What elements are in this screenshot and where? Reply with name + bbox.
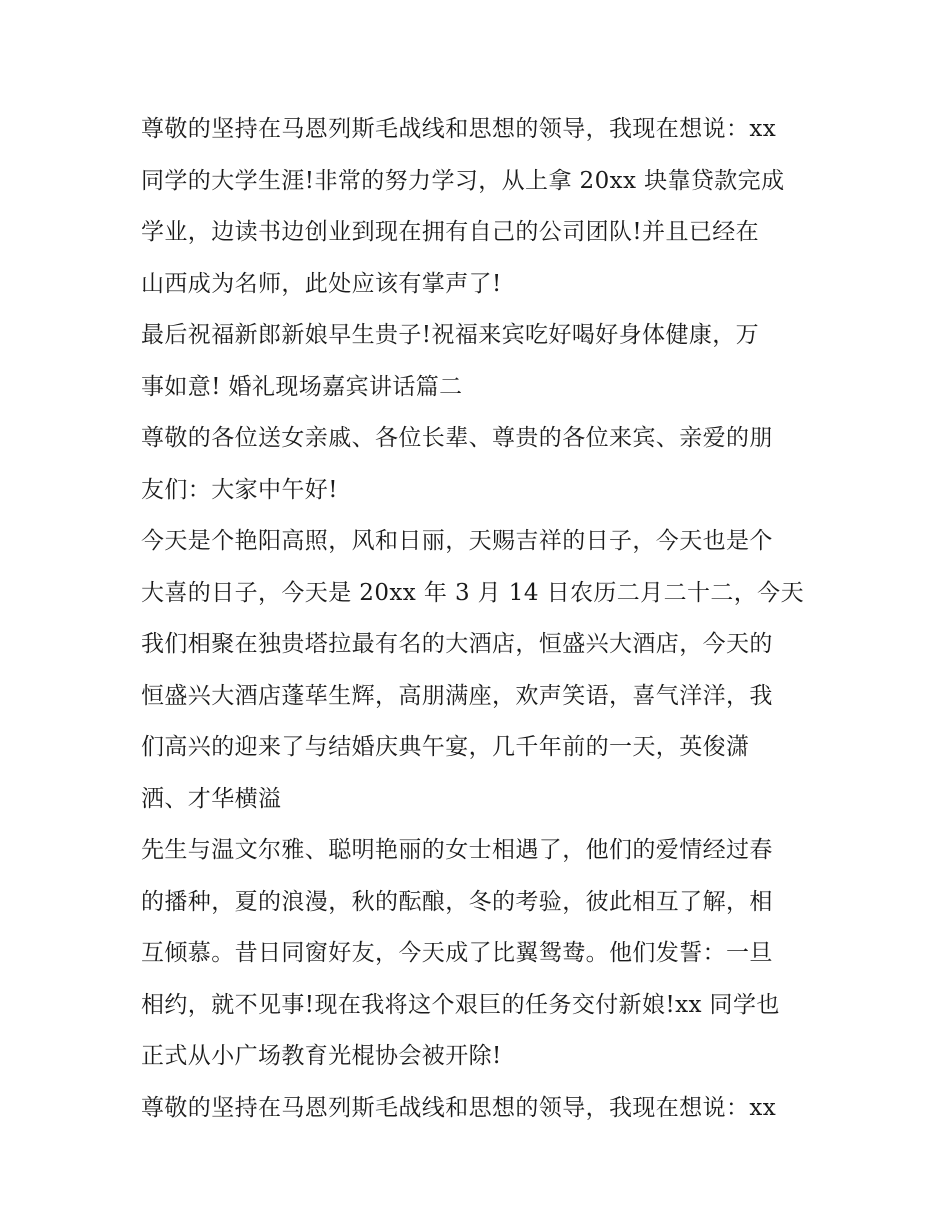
text-line: 正式从小广场教育光棍协会被开除! [141, 1043, 502, 1069]
text-line: 相约，就不见事!现在我将这个艰巨的任务交付新娘!xx 同学也 [141, 991, 780, 1018]
text-line: 同学的大学生涯!非常的努力学习，从上拿 20xx 块靠贷款完成 [141, 167, 785, 194]
text-line: 互倾慕。昔日同窗好友，今天成了比翼鸳鸯。他们发誓：一旦 [141, 940, 773, 966]
text-line: 事如意! 婚礼现场嘉宾讲话篇二 [141, 373, 463, 400]
text-line: 洒、才华横溢 [141, 785, 282, 812]
text-line: 今天是个艳阳高照，风和日丽，天赐吉祥的日子，今天也是个 [141, 528, 773, 554]
text-line: 山西成为名师，此处应该有掌声了! [141, 270, 502, 297]
body-text [141, 104, 821, 1134]
text-line: 尊敬的坚持在马恩列斯毛战线和思想的领导，我现在想说：xx [141, 116, 777, 142]
text-line: 友们：大家中午好! [141, 476, 338, 503]
text-line: 大喜的日子，今天是 20xx 年 3 月 14 日农历二月二十二，今天 [141, 579, 804, 606]
text-line: 们高兴的迎来了与结婚庆典午宴，几千年前的一天，英俊潇 [141, 734, 750, 760]
text-line: 的播种，夏的浪漫，秋的酝酿，冬的考验，彼此相互了解，相 [141, 888, 773, 915]
text-line: 恒盛兴大酒店蓬荜生辉，高朋满座，欢声笑语，喜气洋洋，我 [141, 682, 773, 709]
text-line: 尊敬的各位送女亲戚、各位长辈、尊贵的各位来宾、亲爱的朋 [141, 425, 773, 451]
text-line: 我们相聚在独贵塔拉最有名的大酒店，恒盛兴大酒店，今天的 [141, 631, 773, 657]
text-line: 学业，边读书边创业到现在拥有自己的公司团队!并且已经在 [141, 219, 760, 245]
text-line: 最后祝福新郎新娘早生贵子!祝福来宾吃好喝好身体健康，万 [141, 322, 760, 348]
text-line: 先生与温文尔雅、聪明艳丽的女士相遇了，他们的爱情经过春 [141, 837, 773, 863]
text-line: 尊敬的坚持在马恩列斯毛战线和思想的领导，我现在想说：xx [141, 1094, 777, 1121]
